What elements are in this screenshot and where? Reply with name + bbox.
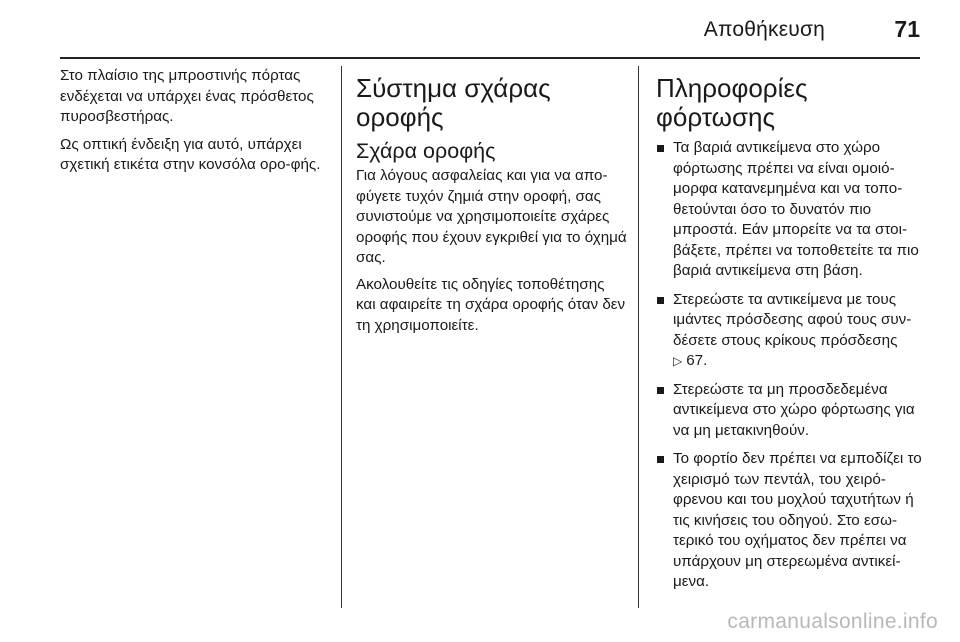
section-title: Αποθήκευση (703, 18, 825, 41)
square-bullet-icon (657, 456, 664, 463)
bullet-list (656, 138, 928, 593)
list-item-text: Στερεώστε τα αντικείμενα με τους ιμάντες πρόσδεσης αφού τους συν-δέσετε στους κρίκους πρόσδεσης (673, 290, 912, 349)
page-header (60, 0, 920, 58)
column-middle (356, 66, 628, 342)
list-item (656, 449, 928, 593)
paragraph: Ως οπτική ένδειξη για αυτό, υπάρχει σχετική ετικέτα στην κονσόλα ορο-φής. (60, 135, 321, 173)
section-heading: Πληροφορίες φόρτωσης (656, 73, 808, 132)
list-item-text: Το φορτίο δεν πρέπει να εμποδίζει το χειρισμό των πεντάλ, του χειρό-φρενου και του μοχλού ταχυτήτων ή τις κινήσεις του οδηγού. Στο εσω-τερικό του οχήματος δεν πρέπει να υπάρχουν μη στερεωμένα αντικεί-μενα. (673, 450, 922, 590)
list-item-text: Στερεώστε τα μη προσδεδεμένα αντικείμενα στο χώρο φόρτωσης για να μη μετακινηθούν. (673, 380, 915, 439)
column-divider (638, 66, 639, 608)
page-number: 71 (894, 16, 920, 42)
column-divider (341, 66, 342, 608)
paragraph: Ακολουθείτε τις οδηγίες τοποθέτησης και αφαιρείτε τη σχάρα οροφής όταν δεν τη χρησιμοποιείτε. (356, 275, 626, 334)
subsection-heading: Σχάρα οροφής (356, 139, 496, 163)
paragraph: Για λόγους ασφαλείας και για να απο-φύγετε τυχόν ζημιά στην οροφή, σας συνιστούμε να χρησιμοποιείτε σχάρες οροφής που έχουν εγκριθεί για το όχημά σας. (356, 167, 627, 266)
page-reference-link[interactable]: 67. (686, 352, 708, 369)
square-bullet-icon (657, 387, 664, 394)
list-item-text: Τα βαριά αντικείμενα στο χώρο φόρτωσης πρέπει να είναι ομοιό-μορφα κατανεμημένα και να τοπο-θετούνται όσο το δυνατόν πιο μπροστά. Εάν μπορείτε να τα στοι-βάξετε, πρέπει να τοποθετείτε τα πιο βαριά αντικείμενα στη βάση. (673, 139, 919, 279)
triangle-arrow-icon: ▷ (673, 354, 683, 368)
list-item (656, 138, 928, 282)
list-item (656, 290, 928, 372)
column-right (656, 66, 928, 601)
watermark: carmanualsonline.info (727, 610, 938, 633)
square-bullet-icon (657, 145, 664, 152)
column-left (60, 66, 330, 183)
header-rule (60, 57, 920, 59)
section-heading: Σύστημα σχάρας οροφής (356, 73, 551, 132)
paragraph: Στο πλαίσιο της μπροστινής πόρτας ενδέχεται να υπάρχει ένας πρόσθετος πυροσβεστήρας. (60, 67, 314, 125)
square-bullet-icon (657, 297, 664, 304)
list-item (656, 380, 928, 442)
